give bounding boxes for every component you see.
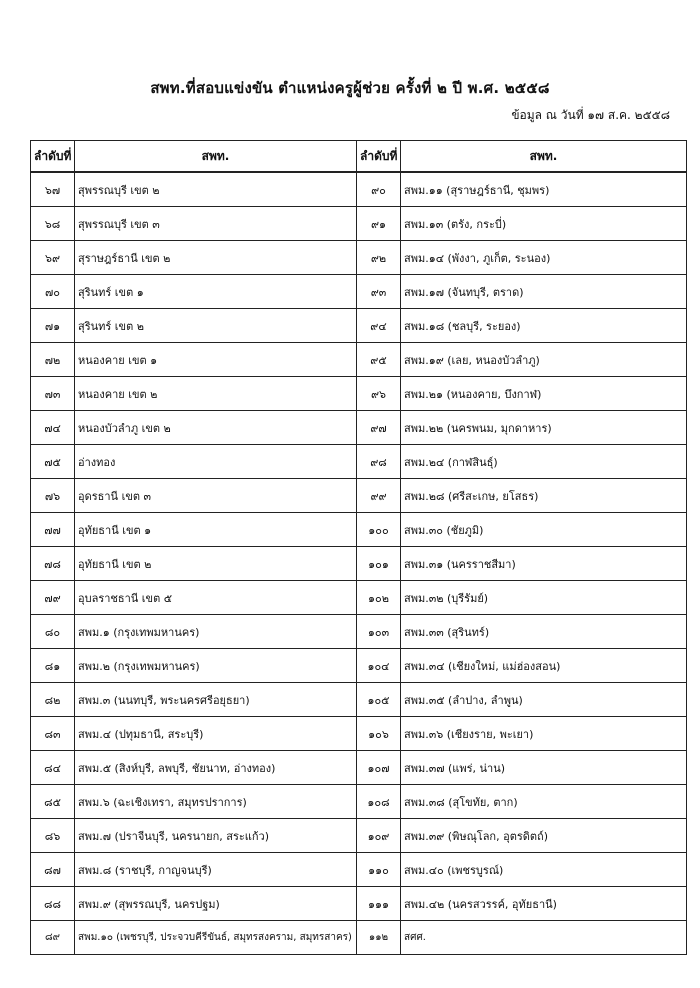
data-date: ข้อมูล ณ วันที่ ๑๗ ส.ค. ๒๕๕๘ (511, 108, 670, 122)
right-office-cell: สพม.๑๗ (จันทบุรี, ตราด) (401, 275, 687, 309)
left-order-cell: ๗๓ (31, 377, 75, 411)
right-order-cell: ๑๐๐ (357, 513, 401, 547)
right-office-cell: สพม.๑๔ (พังงา, ภูเก็ต, ระนอง) (401, 241, 687, 275)
header-left-office: สพท. (75, 141, 357, 173)
table-row (31, 445, 687, 479)
right-order-cell: ๑๑๒ (357, 921, 401, 955)
right-office-cell: สพม.๔๒ (นครสวรรค์, อุทัยธานี) (401, 887, 687, 921)
left-office-cell: สพม.๖ (ฉะเชิงเทรา, สมุทรปราการ) (75, 785, 357, 819)
right-office-cell: สพม.๑๘ (ชลบุรี, ระยอง) (401, 309, 687, 343)
right-office-cell: สพม.๒๒ (นครพนม, มุกดาหาร) (401, 411, 687, 445)
right-office-cell: สพม.๓๔ (เชียงใหม่, แม่ฮ่องสอน) (401, 649, 687, 683)
right-order-cell: ๙๗ (357, 411, 401, 445)
header-right-order: ลำดับที่ (357, 141, 401, 173)
right-order-cell: ๑๐๙ (357, 819, 401, 853)
left-office-cell: สุพรรณบุรี เขต ๒ (75, 172, 357, 207)
table-row (31, 411, 687, 445)
table-row (31, 581, 687, 615)
table-row (31, 513, 687, 547)
left-office-cell: สพม.๓ (นนทบุรี, พระนครศรีอยุธยา) (75, 683, 357, 717)
table-row (31, 751, 687, 785)
right-order-cell: ๑๐๔ (357, 649, 401, 683)
left-order-cell: ๗๑ (31, 309, 75, 343)
left-office-cell: สพม.๘ (ราชบุรี, กาญจนบุรี) (75, 853, 357, 887)
left-order-cell: ๗๐ (31, 275, 75, 309)
table-row (31, 683, 687, 717)
left-order-cell: ๗๒ (31, 343, 75, 377)
header-right-office: สพท. (401, 141, 687, 173)
left-office-cell: อ่างทอง (75, 445, 357, 479)
right-order-cell: ๙๘ (357, 445, 401, 479)
left-order-cell: ๘๖ (31, 819, 75, 853)
table-row (31, 921, 687, 955)
table-row (31, 547, 687, 581)
table-row (31, 717, 687, 751)
left-office-cell: หนองคาย เขต ๒ (75, 377, 357, 411)
right-order-cell: ๑๐๒ (357, 581, 401, 615)
left-order-cell: ๖๘ (31, 207, 75, 241)
right-order-cell: ๙๖ (357, 377, 401, 411)
table-row (31, 309, 687, 343)
table-row (31, 377, 687, 411)
left-order-cell: ๘๓ (31, 717, 75, 751)
left-office-cell: สพม.๑ (กรุงเทพมหานคร) (75, 615, 357, 649)
left-order-cell: ๖๙ (31, 241, 75, 275)
left-office-cell: สุพรรณบุรี เขต ๓ (75, 207, 357, 241)
left-office-cell: อุทัยธานี เขต ๒ (75, 547, 357, 581)
right-office-cell: สพม.๑๑ (สุราษฎร์ธานี, ชุมพร) (401, 172, 687, 207)
left-office-cell: สุราษฎร์ธานี เขต ๒ (75, 241, 357, 275)
left-order-cell: ๗๖ (31, 479, 75, 513)
table-row (31, 819, 687, 853)
right-office-cell: สพม.๔๐ (เพชรบูรณ์) (401, 853, 687, 887)
right-office-cell: สพม.๒๔ (กาฬสินธุ์) (401, 445, 687, 479)
table-row (31, 853, 687, 887)
right-order-cell: ๑๐๘ (357, 785, 401, 819)
left-order-cell: ๘๗ (31, 853, 75, 887)
right-order-cell: ๑๐๑ (357, 547, 401, 581)
left-office-cell: สุรินทร์ เขต ๒ (75, 309, 357, 343)
table-row (31, 275, 687, 309)
right-order-cell: ๙๑ (357, 207, 401, 241)
right-office-cell: สพม.๓๘ (สุโขทัย, ตาก) (401, 785, 687, 819)
table-row (31, 343, 687, 377)
right-office-cell: สพม.๓๑ (นครราชสีมา) (401, 547, 687, 581)
left-order-cell: ๗๕ (31, 445, 75, 479)
left-order-cell: ๘๐ (31, 615, 75, 649)
right-office-cell: สพม.๓๖ (เชียงราย, พะเยา) (401, 717, 687, 751)
left-office-cell: อุดรธานี เขต ๓ (75, 479, 357, 513)
right-order-cell: ๙๕ (357, 343, 401, 377)
left-order-cell: ๗๔ (31, 411, 75, 445)
left-office-cell: สพม.๕ (สิงห์บุรี, ลพบุรี, ชัยนาท, อ่างทอง) (75, 751, 357, 785)
office-table (30, 140, 687, 955)
right-office-cell: สพม.๓๙ (พิษณุโลก, อุตรดิตถ์) (401, 819, 687, 853)
right-office-cell: สพม.๑๙ (เลย, หนองบัวลำภู) (401, 343, 687, 377)
left-order-cell: ๘๒ (31, 683, 75, 717)
right-order-cell: ๙๙ (357, 479, 401, 513)
right-order-cell: ๑๐๓ (357, 615, 401, 649)
left-order-cell: ๘๙ (31, 921, 75, 955)
left-office-cell: สพม.๗ (ปราจีนบุรี, นครนายก, สระแก้ว) (75, 819, 357, 853)
left-office-cell: อุทัยธานี เขต ๑ (75, 513, 357, 547)
table-row (31, 479, 687, 513)
right-order-cell: ๙๔ (357, 309, 401, 343)
table-row (31, 887, 687, 921)
right-office-cell: สพม.๓๒ (บุรีรัมย์) (401, 581, 687, 615)
right-order-cell: ๑๐๖ (357, 717, 401, 751)
table-row (31, 615, 687, 649)
right-office-cell: สศศ. (401, 921, 687, 955)
table-row (31, 649, 687, 683)
left-office-cell: หนองคาย เขต ๑ (75, 343, 357, 377)
right-order-cell: ๑๐๗ (357, 751, 401, 785)
left-office-cell: สพม.๒ (กรุงเทพมหานคร) (75, 649, 357, 683)
left-office-cell: สพม.๔ (ปทุมธานี, สระบุรี) (75, 717, 357, 751)
right-order-cell: ๙๒ (357, 241, 401, 275)
left-order-cell: ๗๗ (31, 513, 75, 547)
table-row (31, 241, 687, 275)
left-order-cell: ๘๕ (31, 785, 75, 819)
right-order-cell: ๑๐๕ (357, 683, 401, 717)
right-office-cell: สพม.๓๕ (ลำปาง, ลำพูน) (401, 683, 687, 717)
right-office-cell: สพม.๒๘ (ศรีสะเกษ, ยโสธร) (401, 479, 687, 513)
right-office-cell: สพม.๓๗ (แพร่, น่าน) (401, 751, 687, 785)
right-order-cell: ๙๓ (357, 275, 401, 309)
table-row (31, 172, 687, 207)
left-office-cell: สพม.๑๐ (เพชรบุรี, ประจวบคีรีขันธ์, สมุทรสงคราม, สมุทรสาคร) (75, 921, 357, 955)
left-order-cell: ๘๔ (31, 751, 75, 785)
right-office-cell: สพม.๑๓ (ตรัง, กระบี่) (401, 207, 687, 241)
left-order-cell: ๗๙ (31, 581, 75, 615)
right-office-cell: สพม.๒๑ (หนองคาย, บึงกาฬ) (401, 377, 687, 411)
left-order-cell: ๘๑ (31, 649, 75, 683)
right-office-cell: สพม.๓๓ (สุรินทร์) (401, 615, 687, 649)
left-office-cell: หนองบัวลำภู เขต ๒ (75, 411, 357, 445)
left-order-cell: ๗๘ (31, 547, 75, 581)
table-header-row (31, 141, 687, 173)
header-left-order: ลำดับที่ (31, 141, 75, 173)
right-order-cell: ๑๑๑ (357, 887, 401, 921)
left-office-cell: สพม.๙ (สุพรรณบุรี, นครปฐม) (75, 887, 357, 921)
right-office-cell: สพม.๓๐ (ชัยภูมิ) (401, 513, 687, 547)
right-order-cell: ๑๑๐ (357, 853, 401, 887)
document-title: สพท.ที่สอบแข่งขัน ตำแหน่งครูผู้ช่วย ครั้งที่ ๒ ปี พ.ศ. ๒๕๕๘ (150, 79, 550, 97)
left-office-cell: สุรินทร์ เขต ๑ (75, 275, 357, 309)
left-office-cell: อุบลราชธานี เขต ๕ (75, 581, 357, 615)
right-order-cell: ๙๐ (357, 172, 401, 207)
left-order-cell: ๖๗ (31, 172, 75, 207)
left-order-cell: ๘๘ (31, 887, 75, 921)
table-row (31, 785, 687, 819)
table-row (31, 207, 687, 241)
